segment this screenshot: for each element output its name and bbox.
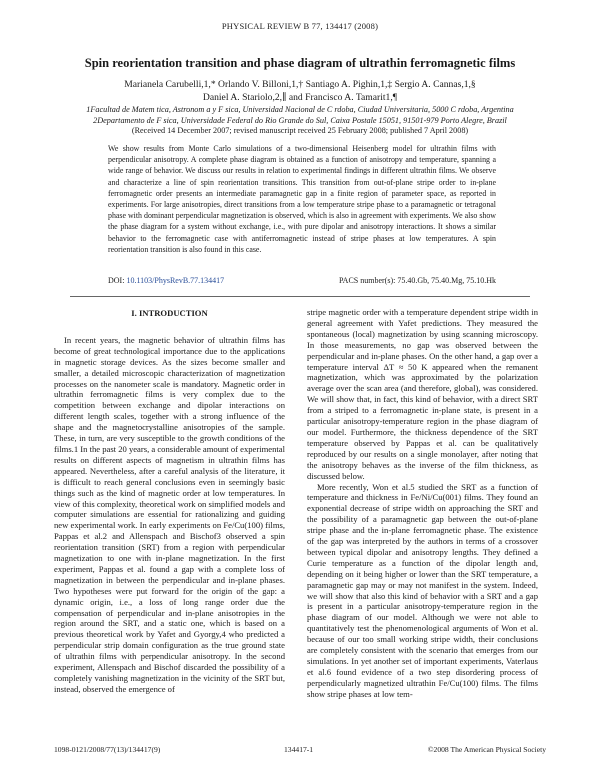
running-head: PHYSICAL REVIEW B 77, 134417 (2008) [221, 21, 379, 31]
footer-copyright: ©2008 The American Physical Society [427, 745, 546, 754]
abstract-divider [70, 296, 530, 297]
paragraph: In recent years, the magnetic behavior of ultrathin films has become of great technological importance due to the applications in magnetic storage devices. As the sizes become smaller and smaller, a detailed microscopic characterization of magnetization processes on the nanometer scale is mandatory. Magnetic order in ultrathin ferromagnetic films is very complex due to the competition between exchange and dipolar interactions on different length scales, together with a strong influence of the shape and the magnetocrystalline anisotropies of the sample. These, in turn, are very susceptible to the growth conditions of the films.1 In the past 20 years, a considerable amount of experimental results on different aspects of magnetism in ultrathin films has appeared. Nevertheless, after a careful analysis of the literature, it is difficult to reach general conclusions even in seemingly basic things such as the kind of magnetic order at low temperatures. In view of this complexity, theoretical work on simplified models and computer simulations are essential for rationalizing and guiding new experimental work. In early experiments on Fe/Cu(100) films, Pappas et al.2 and Allenspach and Bischof3 observed a spin reorientation transition (SRT) from a region with perpendicular magnetization to one with in-plane magnetization. In the first experiment, Pappas et al. found a gap with a complete loss of magnetization in between the perpendicular and in-plane phases. Two hypotheses were put forward for the origin of the gap: a dynamic origin, i.e., a loss of long range order due the compensation of perpendicular and in-plane anisotropies in the region around the SRT, and a static one, which is based on a previous theoretical work by Yafet and Gyorgy,4 who predicted a perpendicular strip domain configuration as the true ground state of ultrathin films with perpendicular anisotropy. In the second experiment, Allenspach and Bischof discarded the possibility of a completely vanishing magnetization in the vicinity of the SRT but, instead, observed the emergence of [54, 334, 286, 694]
left-column [54, 306, 285, 695]
footer-page-number: 134417-1 [284, 745, 314, 754]
affiliations [20, 104, 580, 126]
section-heading: I. INTRODUCTION [131, 308, 208, 318]
affiliation-2: 2Departamento de F sica, Universidade Federal do Rio Grande do Sul, Caixa Postale 15051, 91501-979 Porto Alegre, Brazil [93, 116, 507, 125]
doi-link[interactable]: 10.1103/PhysRevB.77.134417 [126, 276, 225, 285]
article-title: Spin reorientation transition and phase diagram of ultrathin ferromagnetic films [84, 56, 516, 70]
author-list [40, 79, 560, 104]
footer-issn: 1098-0121/2008/77(13)/134417(9) [54, 745, 161, 754]
abstract: We show results from Monte Carlo simulations of a two-dimensional Heisenberg model for ultrathin films with perpendicular anisotropy. A complete phase diagram is obtained as a function of anisotropy and temperature, spanning a wide range of behavior. We discuss our results in relation to experimental findings in different ultrathin films. We observe and characterize a line of spin reorientation transitions. This transition from out-of-plane stripe order to in-plane ferromagnetic order presents an intermediate paramagnetic gap in a finite region of parameter space, as reported in experiments. For large anisotropies, direct transitions from a low temperature stripe phase to a paramagnetic or tetragonal phase with dominant perpendicular magnetization is observed, which is also in agreement with experiments. We also show the phase diagram for a system without exchange, i.e., with pure dipolar and anisotropy interactions. It shows a similar behavior to the ferromagnetic case with antiferromagnetic instead of stripe phases at low temperatures. A spin reorientation transition is also found in this case. [108, 144, 496, 254]
doi-label: DOI: [108, 276, 125, 285]
affiliation-1: 1Facultad de Matem tica, Astronom a y F sica, Universidad Nacional de C rdoba, Ciudad Universitaria, 5000 C rdoba, Argentina [86, 105, 514, 114]
authors-line-1: Marianela Carubelli,1,* Orlando V. Billoni,1,† Santiago A. Pighin,1,‡ Sergio A. Cannas,1,§ [124, 79, 476, 90]
paragraph: More recently, Won et al.5 studied the SRT as a function of temperature and thickness in Fe/Ni/Cu(001) films. They found an exponential decrease of stripe width on approaching the SRT and the possibility of a paramagnetic gap between the out-of-plane stripe phase and the in-plane ferromagnetic phase. The existence of the gap was interpreted by the authors in terms of a crossover between typical dipolar and anisotropy lengths. They defined a Curie temperature as a function of the dipolar length and, depending on it being higher or lower than the SRT temperature, a paramagnetic gap may or may not manifest in the system. Indeed, we will show that also this kind of behavior with a SRT and a gap is present in a particular anisotropy-temperature region in the phase diagram of our model. Although we were not able to quantitatively test the phenomenological arguments of Won et al. because of our too small working stripe width, their conclusions are completely consistent with the scenario that emerges from our simulations. In yet another set of important experiments, Vaterlaus et al.6 found evidence of a two step disordering process of perpendicularly magnetized ultrathin Fe/Cu(100) films. The films show stripe phases at low tem- [307, 481, 538, 699]
right-column [307, 307, 538, 700]
doi-pacs-line [108, 276, 496, 285]
pacs-numbers: PACS number(s): 75.40.Gb, 75.40.Mg, 75.10.Hk [338, 276, 496, 285]
received-dates: (Received 14 December 2007; revised manuscript received 25 February 2008; published 7 April 2008) [131, 126, 469, 135]
authors-line-2: Daniel A. Stariolo,2,∥ and Francisco A. Tamarit1,¶ [202, 91, 398, 103]
paragraph: stripe magnetic order with a temperature dependent stripe width in general agreement with Yafet predictions. They measured the spontaneous (local) magnetization by using scanning microscopy. In those measurements, no gap was observed between the perpendicular and in-plane phases. On the other hand, a gap over a temperature interval ΔT ≈ 50 K appeared when the remanent magnetization, which was approximated by the polarization average over the scan area (and therefore, global), was considered. We will show that, in fact, this kind of behavior, with a direct SRT from a striped to a ferromagnetic in-plane state, is present in a particular anisotropy-temperature region in the phase diagram of our model. Furthermore, the thickness dependence of the SRT temperature observed by Pappas et al. can be qualitatively reproduced by our results on a single monolayer, after noting that the anisotropy behaves as the inverse of the film thickness, as discussed below. [307, 307, 538, 481]
